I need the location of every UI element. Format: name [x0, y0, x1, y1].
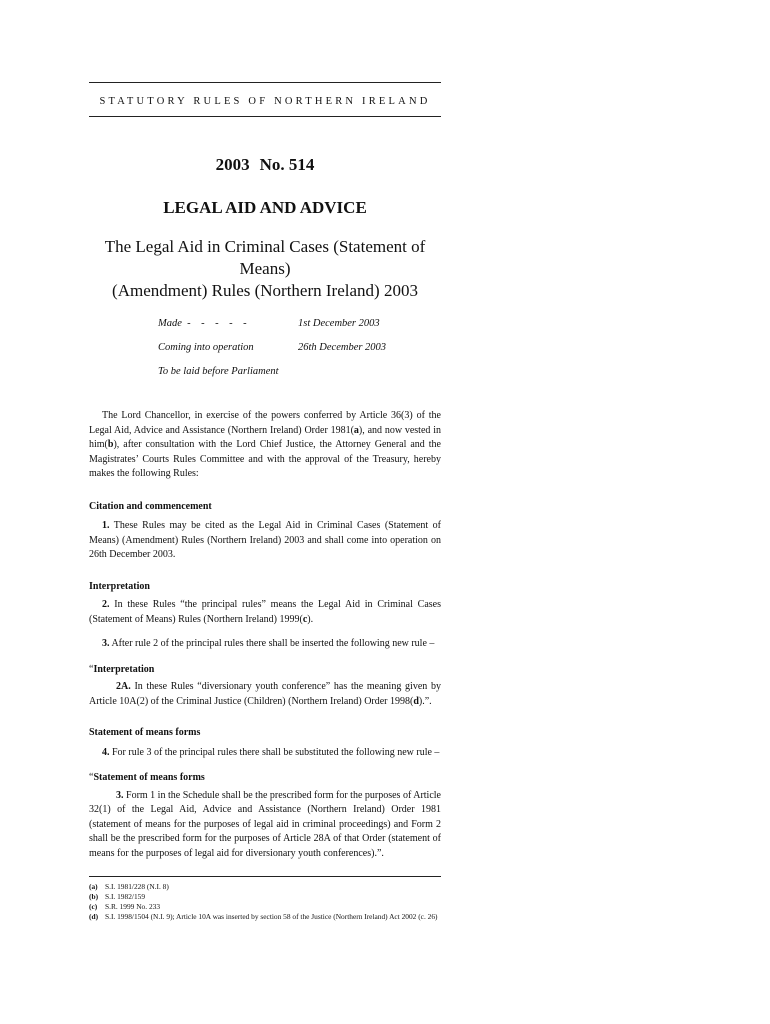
subject-heading: LEGAL AID AND ADVICE: [163, 198, 367, 217]
section-heading-citation: Citation and commencement: [89, 500, 212, 512]
footnote-ref-a: a: [353, 424, 359, 436]
inserted-rule-heading-interpretation: “Interpretation: [89, 663, 155, 675]
footnote-ref-c: c: [302, 613, 308, 625]
section-heading-interpretation: Interpretation: [89, 580, 150, 592]
section-number: 3.: [102, 638, 110, 649]
title-line-1: The Legal Aid in Criminal Cases (Statement of Means): [104, 237, 426, 278]
footnote-c: (c) S.R. 1999 No. 233: [89, 902, 161, 911]
inserted-rule-heading-statement-of-means: “Statement of means forms: [89, 772, 205, 783]
date-label: Made - - - - -: [158, 318, 247, 329]
section-number: 4.: [102, 746, 110, 758]
footnote-d: (d) S.I. 1998/1504 (N.I. 9); Article 10A was inserted by section 58 of the Justice (Northern Ireland) Act 2002 (c. 26): [89, 912, 438, 921]
footnote-b: (b) S.I. 1982/159: [89, 892, 146, 901]
series-header: STATUTORY RULES OF NORTHERN IRELAND: [99, 96, 431, 107]
section-number: 2A.: [116, 681, 131, 692]
header-rule-bottom: [89, 116, 441, 117]
title-line-2: (Amendment) Rules (Northern Ireland) 2003: [112, 281, 418, 300]
section-number: 2.: [102, 599, 110, 610]
section-2-text: 2. In these Rules “the principal rules” means the Legal Aid in Criminal Cases (Statement of Means) Rules (Northern Ireland) 1999(c).: [89, 599, 441, 625]
footnote-a: (a) S.I. 1981/228 (N.I. 8): [89, 882, 169, 891]
document-body: [89, 409, 441, 861]
section-number: 1.: [102, 520, 110, 531]
header-rule-top: [89, 82, 441, 83]
section-heading-statement-of-means: Statement of means forms: [89, 727, 201, 738]
date-value: 26th December 2003: [298, 342, 387, 353]
instrument-no: No. 514: [259, 155, 315, 174]
instrument-title: [89, 236, 441, 302]
section-4-text: 4. For rule 3 of the principal rules there shall be substituted the following new rule –: [102, 746, 440, 758]
section-1-text: 1. These Rules may be cited as the Legal Aid in Criminal Cases (Statement of Means) (Amendment) Rules (Northern Ireland) 2003 and shall come into operation on 26th December 2003.: [89, 520, 441, 560]
date-label: To be laid before Parliament: [158, 366, 279, 377]
date-label: Coming into operation: [158, 342, 254, 353]
instrument-number: [89, 155, 441, 175]
section-number: 3.: [116, 789, 124, 801]
instrument-year: 2003: [215, 155, 250, 174]
preamble: The Lord Chancellor, in exercise of the powers conferred by Article 36(3) of the Legal Aid, Advice and Assistance (Northern Ireland) Order 1981(a), and now vested in him(b), after consultation with the Lord Chief Justice, the Attorney General and the Magistrates’ Courts Rules Committee and with the approval of the Treasury, hereby makes the following Rules:: [89, 410, 441, 479]
footnotes: [89, 882, 441, 922]
inserted-rule-2a: 2A. In these Rules “diversionary youth conference” has the meaning given by Article 10A(2) of the Criminal Justice (Children) (Northern Ireland) Order 1998(d).”.: [89, 681, 441, 707]
date-value: 1st December 2003: [298, 318, 380, 329]
section-3-text: 3. After rule 2 of the principal rules there shall be inserted the following new rule –: [102, 638, 435, 649]
footnote-ref-b: b: [107, 439, 114, 450]
inserted-rule-3: 3. Form 1 in the Schedule shall be the prescribed form for the purposes of Article 32(1) of the Legal Aid, Advice and Assistance (Northern Ireland) Order 1981 (statement of means for the purposes of legal aid in criminal proceedings) and Form 2 shall be the prescribed form for the purposes of Article 28A of that Order (statement of means for the purposes of legal aid for diversionary youth conferences).”.: [89, 789, 441, 859]
footnote-ref-d: d: [413, 695, 419, 707]
footnote-rule: [89, 876, 441, 877]
